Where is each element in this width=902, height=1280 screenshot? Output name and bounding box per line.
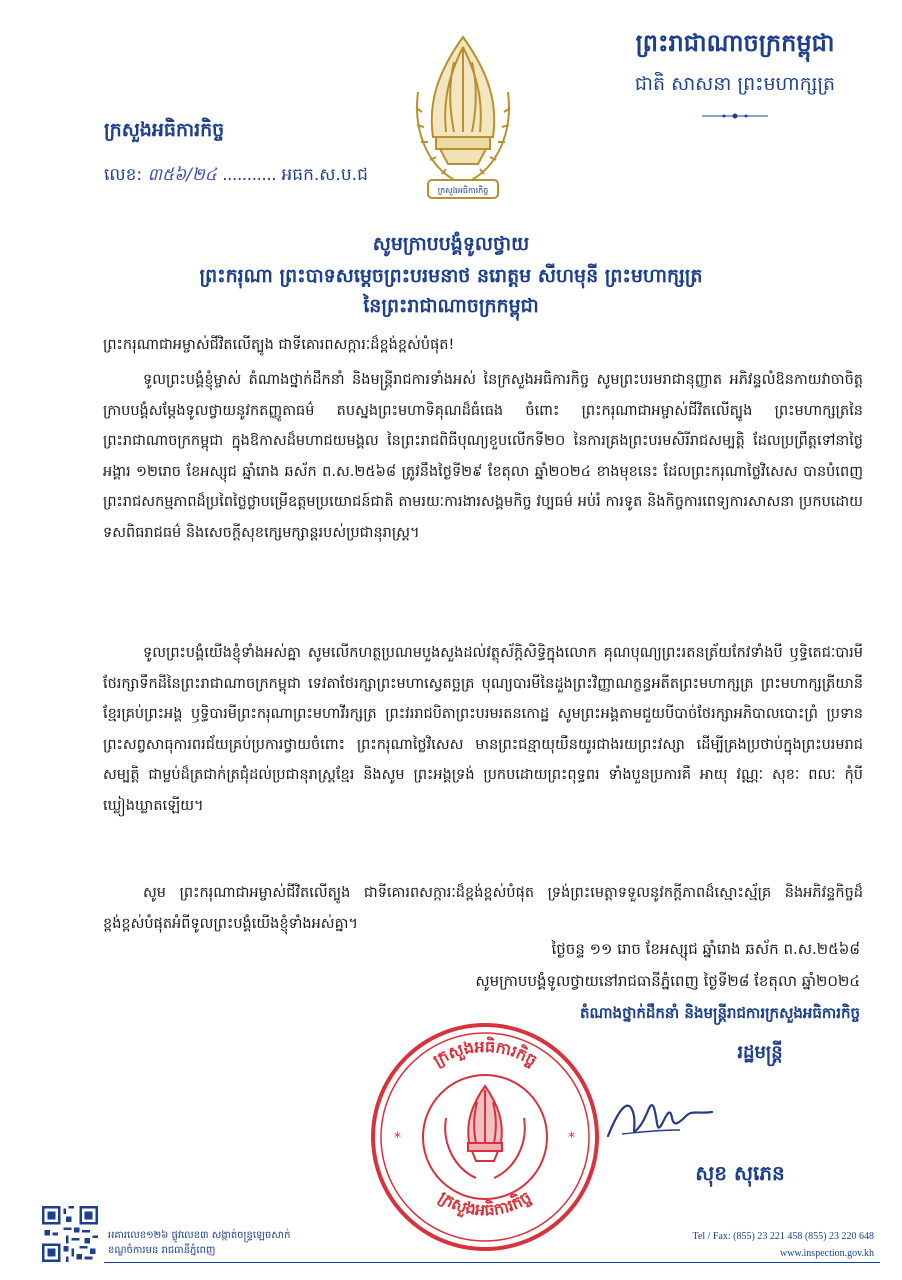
reference-number: លេខ: ៣៥៦/២៤ ........... អធក.ស.ប.ជ <box>104 165 368 185</box>
lunar-date: ថ្ងៃចន្ទ ១១ រោច ខែអស្សុជ ឆ្នាំរោង ឆស័ក ព.ស.២៥៦៨ <box>551 940 860 958</box>
svg-text:*: * <box>394 1130 401 1146</box>
solar-date: សូមក្រាបបង្គំទូលថ្វាយនៅរាជធានីភ្នំពេញ ថ្ងៃទី២៨ ខែតុលា ឆ្នាំ២០២៤ <box>475 972 860 990</box>
seal-top-text: ក្រសួងអធិការកិច្ច <box>429 1036 541 1070</box>
emblem-label: ក្រសួងអធិការកិច្ច <box>437 186 489 195</box>
ministry-name: ក្រសួងអធិការកិច្ច <box>104 119 225 141</box>
ornament-divider-icon <box>700 110 770 122</box>
salutation-line-3: នៃព្រះរាជាណាចក្រកម្ពុជា <box>363 295 539 317</box>
handwritten-signature <box>600 1086 720 1146</box>
footer-divider <box>104 1262 880 1263</box>
address-line-1: អគារលេខ១២៦ ផ្លូវលេខ៣ សង្កាត់ចន្ទ្រឡេចសាក់ <box>108 1230 291 1241</box>
reference-code: អធក.ស.ប.ជ <box>281 165 368 185</box>
salutation-line-2: ព្រះករុណា ព្រះបាទសម្តេចព្រះបរមនាថ នរោត្តម សីហមុនី ព្រះមហាក្សត្រ <box>199 265 703 287</box>
ministry-emblem-icon <box>408 32 518 207</box>
official-seal-icon <box>366 1018 604 1256</box>
address-line-2: ខណ្ឌចំការមន រាជធានីភ្នំពេញ <box>108 1245 216 1256</box>
kingdom-title: ព្រះរាជាណាចក្រកម្ពុជា <box>635 29 835 57</box>
svg-text:ក្រសួងអធិការកិច្ច <box>435 1187 535 1219</box>
signer-title: តំណាងថ្នាក់ដឹកនាំ និងមន្ត្រីរាជការក្រសួងអធិការកិច្ច <box>579 1004 860 1022</box>
svg-text:*: * <box>568 1130 575 1146</box>
national-motto: ជាតិ សាសនា ព្រះមហាក្សត្រ <box>634 73 836 95</box>
website-link[interactable]: www.inspection.gov.kh <box>780 1248 874 1259</box>
paragraph-2: ទូលព្រះបង្គំយើងខ្ញុំទាំងអស់គ្នា សូមលើកហត្ថប្រណមបួងសួងដល់វត្ថុស័ក្តិសិទ្ធិក្នុងលោក គុណបុណ្យព្រះរតនត្រ័យកែវទាំងបី ឫទ្ធិតេជៈបារមីថែរក្សាទឹកដីនៃព្រះរាជាណាចក្រកម្ពុជា ទេវតាថែរក្សាព្រះមហាស្វេតច្ឆត្រ បុណ្យបារមីនៃដួងព្រះវិញ្ញាណក្ខន្ធអតីតព្រះមហាក្សត្រ ព្រះមហាក្សត្រីយានីខ្មែរគ្រប់ព្រះអង្គ ឫទ្ធិបារមីព្រះករុណាព្រះមហាវីរក្សត្រ ព្រះវររាជបិតាព្រះបរមរតនកោដ្ឋ សូមព្រះអង្គតាមជួយបីបាច់ថែរក្សាអភិបាលបោះព្រំ ប្រទានព្រះសព្វសាធុការពរជ័យគ្រប់ប្រការថ្វាយចំពោះ ព្រះករុណាថ្លៃវិសេស មានព្រះជន្មាយុយឺនយូរជាងរយព្រះវស្សា ដើម្បីគ្រងប្រថាប់ក្នុងព្រះបរមរាជសម្បត្តិ ជាម្លប់ដ៏ត្រជាក់ត្រជុំដល់ប្រជានុរាស្ត្រខ្មែរ និងសូម ព្រះអង្គទ្រង់ ប្រកបដោយព្រះពុទ្ធពរ ទាំងបួនប្រការគឺ អាយុ វណ្ណៈ សុខៈ ពលៈ កុំបីឃ្លៀងឃ្លាតឡើយ។ <box>103 645 863 814</box>
seal-bottom-text: ក្រសួងអធិការកិច្ច <box>435 1187 535 1220</box>
qr-code-icon[interactable] <box>42 1206 98 1262</box>
paragraph-1: ទូលព្រះបង្គំខ្ញុំម្ចាស់ តំណាងថ្នាក់ដឹកនាំ និងមន្ត្រីរាជការទាំងអស់ នៃក្រសួងអធិការកិច្ច សូមព្រះបរមរាជានុញ្ញាត អភិវន្ទលំឱនកាយវាចាចិត្ត ក្រាបបង្គំសម្តែងទូលថ្វាយនូវកតញ្ញូតាធម៌ តបស្នងព្រះមហាទិគុណដ៏ធំធេង ចំពោះ ព្រះករុណាជាអម្ចាស់ជីវិតលើត្បូង ព្រះមហាក្សត្រនៃព្រះរាជាណាចក្រកម្ពុជា ក្នុងឱកាសដ៏មហាជយមង្គល នៃព្រះរាជពិធីបុណ្យខួបលើកទី២០ នៃការគ្រងព្រះបរមសិរីរាជសម្បត្តិ ដែលប្រព្រឹត្តទៅនាថ្ងៃអង្គារ ១២រោច ខែអស្សុជ ឆ្នាំរោង ឆស័ក ព.ស.២៥៦៨ ត្រូវនឹងថ្ងៃទី២៩ ខែតុលា ឆ្នាំ២០២៤ ខាងមុខនេះ ដែលព្រះករុណាថ្លៃវិសេស បានបំពេញព្រះរាជសកម្មភាពដ៏ប្រពៃថ្លៃថ្លាបម្រើឧត្តមប្រយោជន៍ជាតិ តាមរយៈការងារសង្គមកិច្ច វប្បធម៌ អប់រំ ការទូត និងកិច្ចការពេទ្យការសាសនា ប្រកបដោយទសពិធរាជធម៌ និងសេចក្តីសុខក្សេមក្សាន្តរបស់ប្រជានុរាស្ត្រ។ <box>103 372 863 541</box>
phone-fax: Tel / Fax: (855) 23 221 458 (855) 23 220 648 <box>692 1231 874 1242</box>
signer-name: សុខ សុភេន <box>695 1161 785 1185</box>
salutation-line-1: សូមក្រាបបង្គំទូលថ្វាយ <box>372 233 530 255</box>
footer-address <box>108 1228 290 1258</box>
footer-contact <box>540 1228 874 1262</box>
paragraph-3: សូម ព្រះករុណាជាអម្ចាស់ជីវិតលើត្បូង ជាទីគោរពសក្ការៈដ៏ខ្ពង់ខ្ពស់បំផុត ទ្រង់ព្រះមេត្តាទទួលនូវកក្តីភាពដ៏ស្មោះស្ម័គ្រ និងអភិវន្ទកិច្ចដ៏ខ្ពង់ខ្ពស់បំផុតអំពីទូលព្រះបង្គំយើងខ្ញុំទាំងអស់គ្នា។ <box>103 885 863 932</box>
greeting-line: ព្រះករុណាជាអម្ចាស់ជីវិតលើត្បូង ជាទីគោរពសក្ការៈដ៏ខ្ពង់ខ្ពស់បំផុត! <box>103 337 455 353</box>
reference-label: លេខ: <box>104 165 143 185</box>
signer-role: រដ្ឋមន្ត្រី <box>737 1042 783 1063</box>
reference-value: ៣៥៦/២៤ <box>147 165 217 185</box>
